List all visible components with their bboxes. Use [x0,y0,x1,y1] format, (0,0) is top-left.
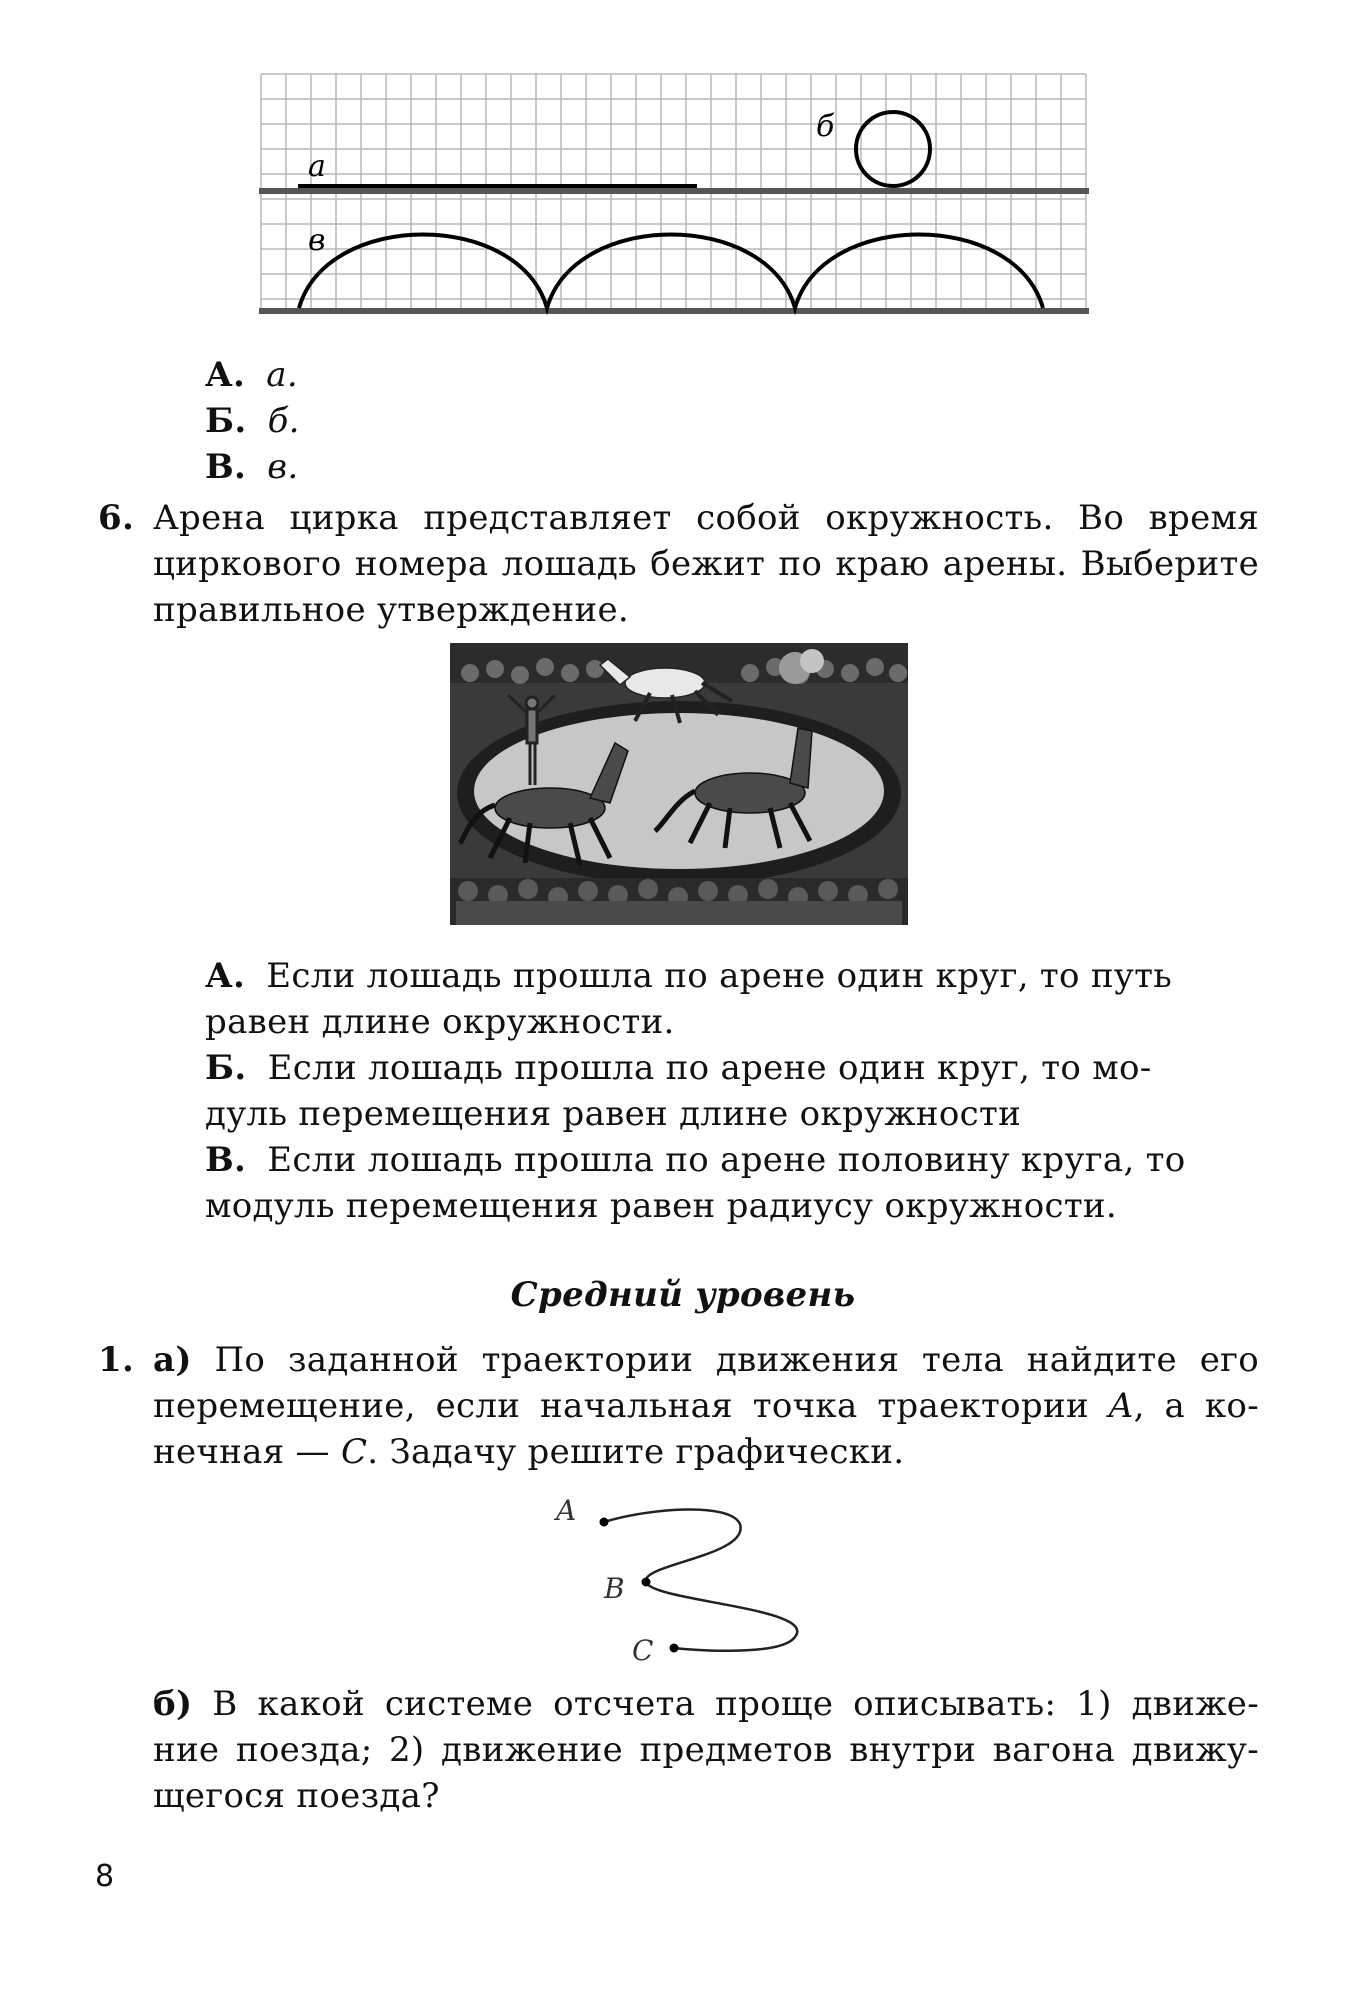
option-letter: Б. [205,401,247,441]
part-a-text: , а ко- [1133,1386,1259,1426]
option-text: б. [267,401,300,441]
audience-bottom [450,878,908,925]
option-letter: В. [205,1140,247,1180]
option-text: Если лошадь прошла по арене один круг, то мо- [267,1048,1152,1088]
option-letter: А. [205,956,246,996]
m1-part-a-line-3 [153,1429,904,1475]
m1-part-b-line-3: щегося поезда? [153,1776,440,1816]
part-a-text: . Задачу решите графически. [367,1432,905,1472]
part-b-text: В какой системе отсчета проще описывать: 1) движе- [212,1684,1259,1724]
point-a-ref: A [1108,1386,1134,1426]
q6-option-v-line-2: модуль перемещения равен радиусу окружности. [205,1186,1117,1226]
label-point-c: C [632,1634,654,1667]
q6-line-3: правильное утверждение. [153,590,629,630]
point-c [670,1644,679,1653]
option-letter: Б. [205,1048,247,1088]
m1-part-a-line-2 [153,1383,1259,1429]
q6-option-b-line-2: дуль перемещения равен длине окружности [205,1094,1022,1134]
option-text: а. [266,355,298,395]
q6-option-b-line-1 [205,1045,1152,1091]
option-letter: В. [205,447,247,487]
label-a: а [308,149,326,184]
m1-part-b-line-1 [153,1681,1259,1727]
section-title: Средний уровень [510,1275,856,1315]
m1-number: 1. [98,1340,135,1380]
circus-illustration [450,643,908,925]
option-text: в. [267,447,299,487]
option-text: Если лошадь прошла по арене один круг, то путь [266,956,1173,996]
m1-part-b-line-2: ние поезда; 2) движение предметов внутри вагона движу- [153,1730,1259,1770]
q6-number: 6. [98,498,135,538]
q6-option-v-line-1 [205,1137,1186,1183]
label-b: б [816,109,835,144]
part-a-text: нечная — [153,1432,341,1472]
q5-option-a [205,352,298,398]
balloon [800,649,824,673]
point-b [642,1578,651,1587]
part-a-text: По заданной траектории движения тела найдите его [214,1340,1260,1380]
point-c-ref: C [340,1432,368,1472]
q6-option-a-line-1 [205,953,1172,999]
q5-option-v [205,444,299,490]
label-v: в [308,223,326,258]
q6-line-2: циркового номера лошадь бежит по краю арены. Выберите [153,544,1259,584]
q5-option-b [205,398,300,444]
option-text: Если лошадь прошла по арене половину круга, то [267,1140,1186,1180]
part-b-label: б) [153,1684,193,1724]
point-a [600,1518,609,1527]
trajectory-curve [604,1509,797,1650]
q6-line-1: Арена цирка представляет собой окружность. Во время [153,498,1259,538]
m1-part-a-line-1 [153,1337,1259,1383]
part-a-label: а) [153,1340,192,1380]
trajectory-abc-figure [540,1490,830,1670]
part-a-text: перемещение, если начальная точка траектории [153,1386,1109,1426]
label-point-b: B [604,1572,625,1605]
q6-option-a-line-2: равен длине окружности. [205,1002,675,1042]
label-point-a: A [556,1494,577,1527]
trajectory-grid-figure [255,70,1095,320]
page-number: 8 [95,1859,115,1894]
option-letter: А. [205,355,246,395]
